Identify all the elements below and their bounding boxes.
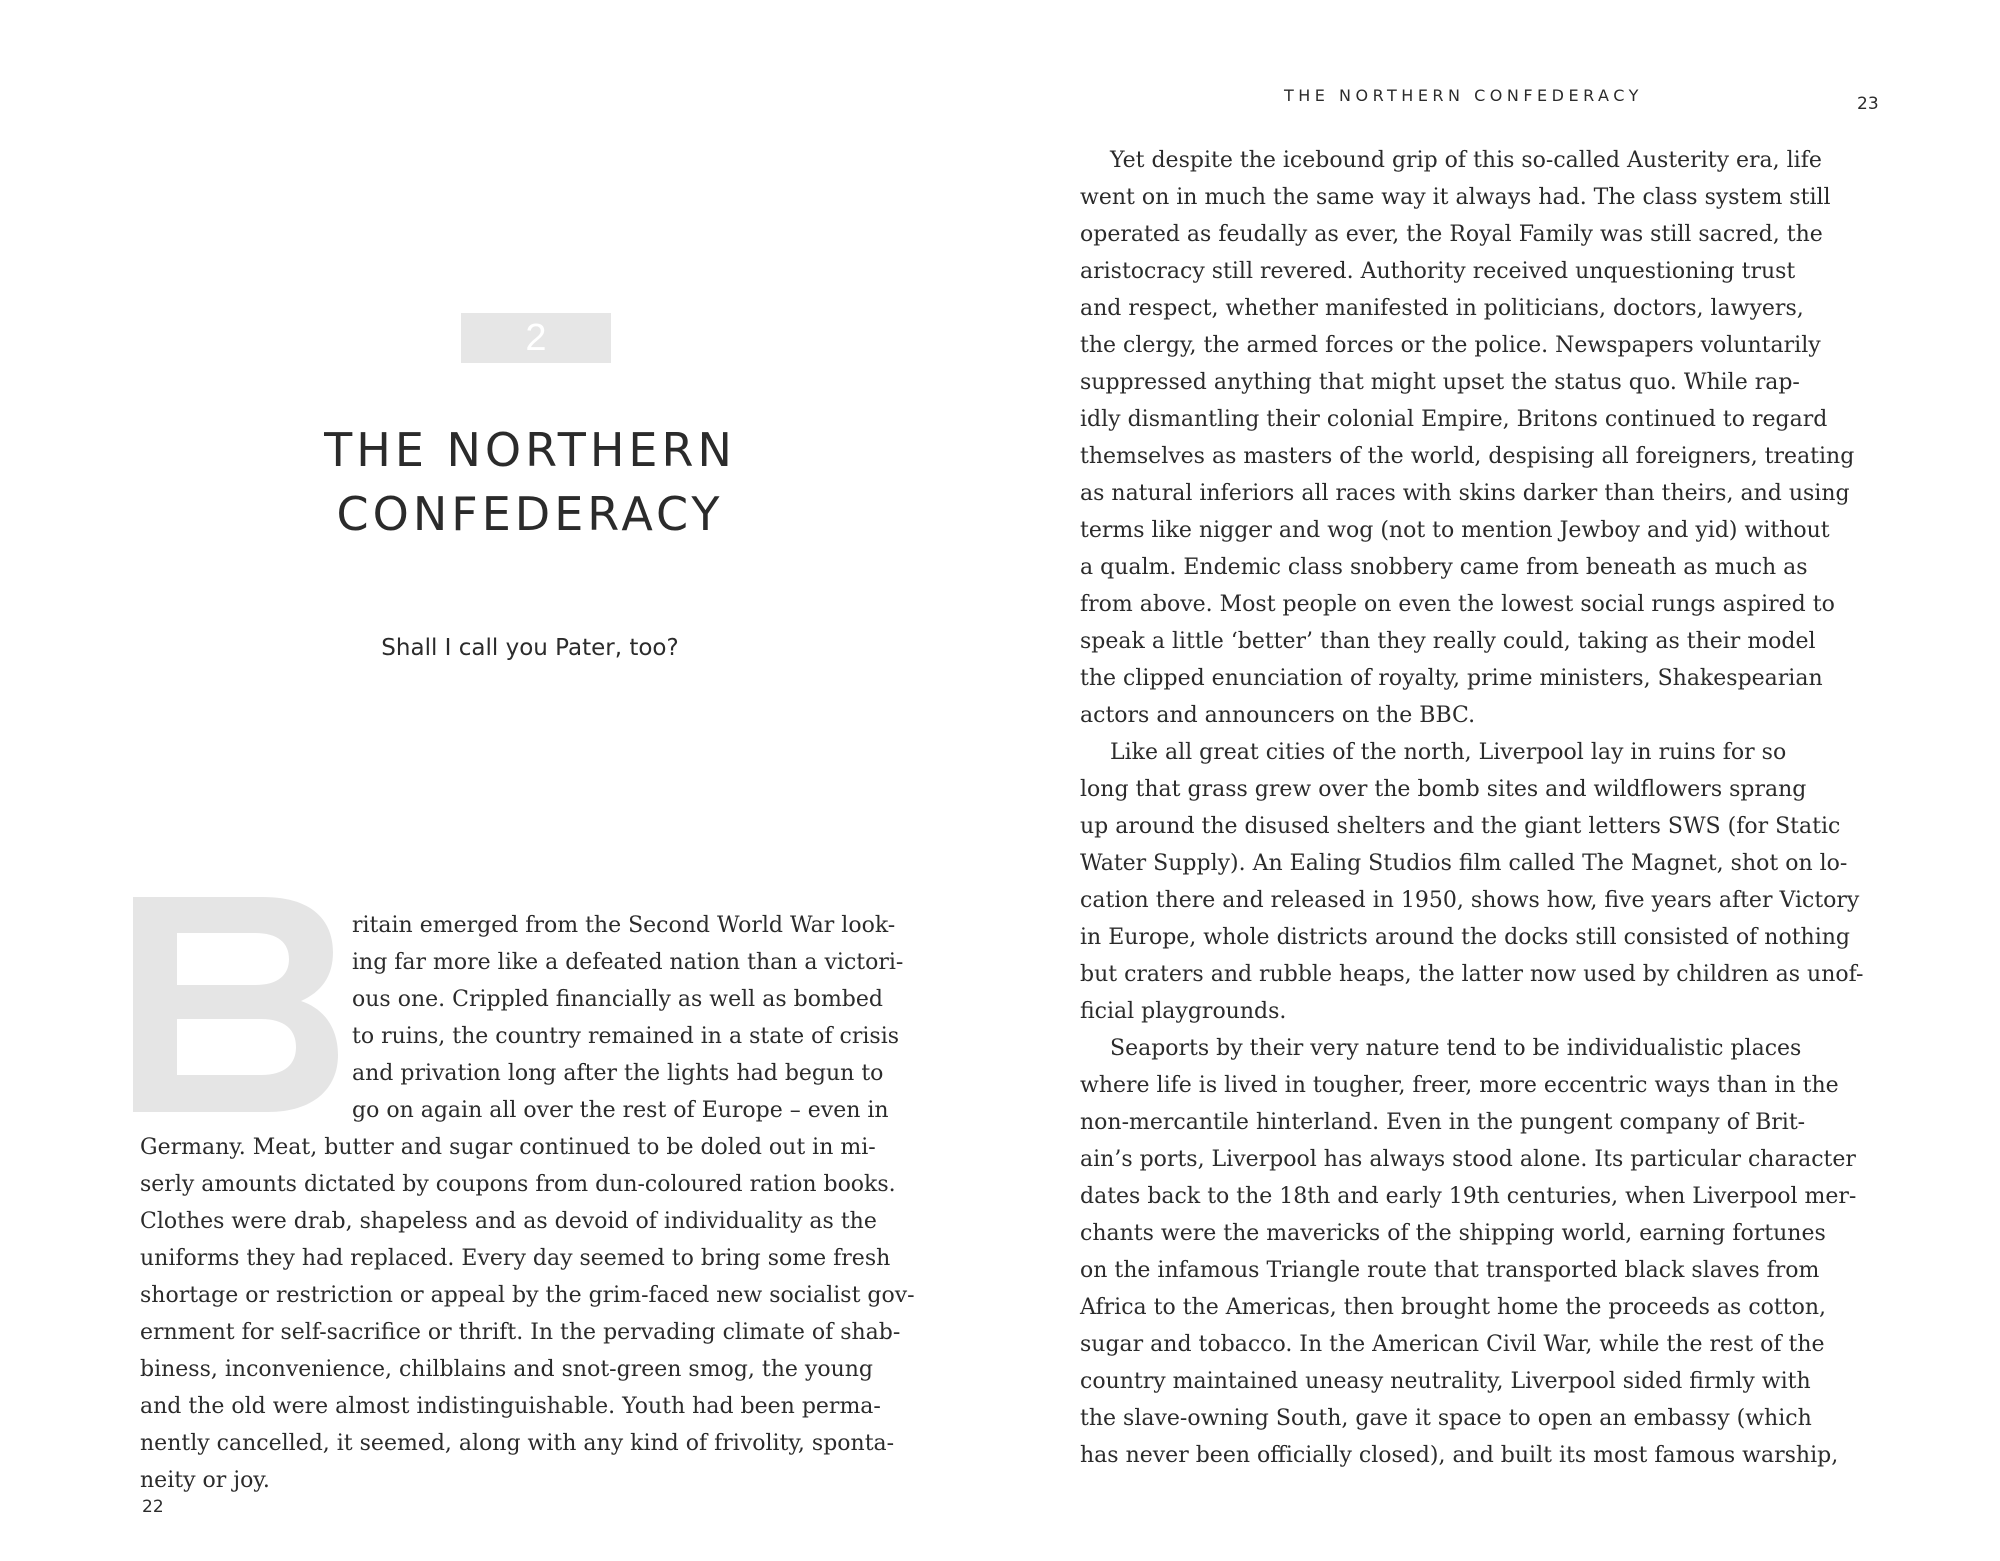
text-line: non-mercantile hinterland. Even in the pungent company of Brit- bbox=[1080, 1110, 1806, 1135]
text-line: went on in much the same way it always had. The class system still bbox=[1080, 185, 1831, 210]
text-line: has never been officially closed), and built its most famous warship, bbox=[1080, 1443, 1839, 1468]
text-line: where life is lived in tougher, freer, more eccentric ways than in the bbox=[1080, 1073, 1839, 1098]
text-line: on the infamous Triangle route that transported black slaves from bbox=[1080, 1258, 1820, 1283]
drop-cap-letter: B bbox=[235, 1094, 243, 1105]
chapter-number: 2 bbox=[461, 313, 611, 363]
text-line: chants were the mavericks of the shipping world, earning fortunes bbox=[1080, 1221, 1826, 1246]
text-line: from above. Most people on even the lowest social rungs aspired to bbox=[1080, 592, 1835, 617]
text-line: terms like nigger and wog (not to mention Jewboy and yid) without bbox=[1080, 518, 1830, 543]
text-line: Clothes were drab, shapeless and as devoid of individuality as the bbox=[140, 1209, 877, 1234]
text-line: the slave-owning South, gave it space to open an embassy (which bbox=[1080, 1406, 1812, 1431]
text-line: as natural inferiors all races with skins darker than theirs, and using bbox=[1080, 481, 1850, 506]
text-line: go on again all over the rest of Europe – even in bbox=[352, 1098, 889, 1123]
text-line: aristocracy still revered. Authority received unquestioning trust bbox=[1080, 259, 1796, 284]
epigraph: Shall I call you Pater, too? bbox=[381, 635, 679, 661]
text-line: a qualm. Endemic class snobbery came from beneath as much as bbox=[1080, 555, 1808, 580]
text-line: ritain emerged from the Second World War look- bbox=[352, 913, 896, 938]
text-line: but craters and rubble heaps, the latter now used by children as unof- bbox=[1080, 962, 1864, 987]
text-line: serly amounts dictated by coupons from dun-coloured ration books. bbox=[140, 1172, 896, 1197]
text-line: dates back to the 18th and early 19th centuries, when Liverpool mer- bbox=[1080, 1184, 1857, 1209]
chapter-title-line: THE NORTHERN bbox=[324, 423, 736, 477]
text-line: and the old were almost indistinguishable. Youth had been perma- bbox=[140, 1394, 881, 1419]
text-line: Germany. Meat, butter and sugar continued to be doled out in mi- bbox=[140, 1135, 876, 1160]
text-line: uniforms they had replaced. Every day seemed to bring some fresh bbox=[140, 1246, 891, 1271]
running-head: THE NORTHERN CONFEDERACY bbox=[1284, 86, 1643, 105]
text-line: and respect, whether manifested in politicians, doctors, lawyers, bbox=[1080, 296, 1804, 321]
drop-cap bbox=[133, 897, 338, 1112]
text-line: ernment for self-sacrifice or thrift. In the pervading climate of shab- bbox=[140, 1320, 901, 1345]
text-line: Water Supply). An Ealing Studios film called The Magnet, shot on lo- bbox=[1080, 851, 1848, 876]
text-line: the clipped enunciation of royalty, prime ministers, Shakespearian bbox=[1080, 666, 1823, 691]
text-line: speak a little ‘better’ than they really could, taking as their model bbox=[1080, 629, 1816, 654]
text-line: cation there and released in 1950, shows how, five years after Victory bbox=[1080, 888, 1860, 913]
chapter-title-line: CONFEDERACY bbox=[336, 487, 724, 541]
text-line: shortage or restriction or appeal by the grim-faced new socialist gov- bbox=[140, 1283, 915, 1308]
text-line: ain’s ports, Liverpool has always stood alone. Its particular character bbox=[1080, 1147, 1856, 1172]
right-page bbox=[1000, 0, 2000, 1561]
page-number: 22 bbox=[142, 1497, 164, 1517]
text-line: Yet despite the icebound grip of this so-called Austerity era, life bbox=[1110, 148, 1822, 173]
text-line: actors and announcers on the BBC. bbox=[1080, 703, 1476, 728]
text-line: in Europe, whole districts around the docks still consisted of nothing bbox=[1080, 925, 1851, 950]
text-line: long that grass grew over the bomb sites and wildflowers sprang bbox=[1080, 777, 1807, 802]
text-line: and privation long after the lights had begun to bbox=[352, 1061, 884, 1086]
text-line: operated as feudally as ever, the Royal Family was still sacred, the bbox=[1080, 222, 1823, 247]
text-line: sugar and tobacco. In the American Civil War, while the rest of the bbox=[1080, 1332, 1825, 1357]
text-line: Africa to the Americas, then brought home the proceeds as cotton, bbox=[1080, 1295, 1826, 1320]
text-line: Like all great cities of the north, Liverpool lay in ruins for so bbox=[1110, 740, 1787, 765]
text-line: ous one. Crippled financially as well as bombed bbox=[352, 987, 883, 1012]
text-line: idly dismantling their colonial Empire, Britons continued to regard bbox=[1080, 407, 1828, 432]
text-line: to ruins, the country remained in a state of crisis bbox=[352, 1024, 900, 1049]
text-line: the clergy, the armed forces or the police. Newspapers voluntarily bbox=[1080, 333, 1821, 358]
chapter-title bbox=[240, 418, 820, 546]
text-line: ing far more like a defeated nation than a victori- bbox=[352, 950, 904, 975]
page-number: 23 bbox=[1857, 94, 1879, 114]
text-line: nently cancelled, it seemed, along with any kind of frivolity, sponta- bbox=[140, 1431, 895, 1456]
text-line: country maintained uneasy neutrality, Liverpool sided firmly with bbox=[1080, 1369, 1811, 1394]
text-line: neity or joy. bbox=[140, 1468, 270, 1493]
text-line: themselves as masters of the world, despising all foreigners, treating bbox=[1080, 444, 1855, 469]
text-line: up around the disused shelters and the giant letters SWS (for Static bbox=[1080, 814, 1841, 839]
text-line: ficial playgrounds. bbox=[1080, 999, 1287, 1024]
text-line: suppressed anything that might upset the status quo. While rap- bbox=[1080, 370, 1800, 395]
text-line: biness, inconvenience, chilblains and snot-green smog, the young bbox=[140, 1357, 873, 1382]
text-line: Seaports by their very nature tend to be individualistic places bbox=[1110, 1036, 1802, 1061]
